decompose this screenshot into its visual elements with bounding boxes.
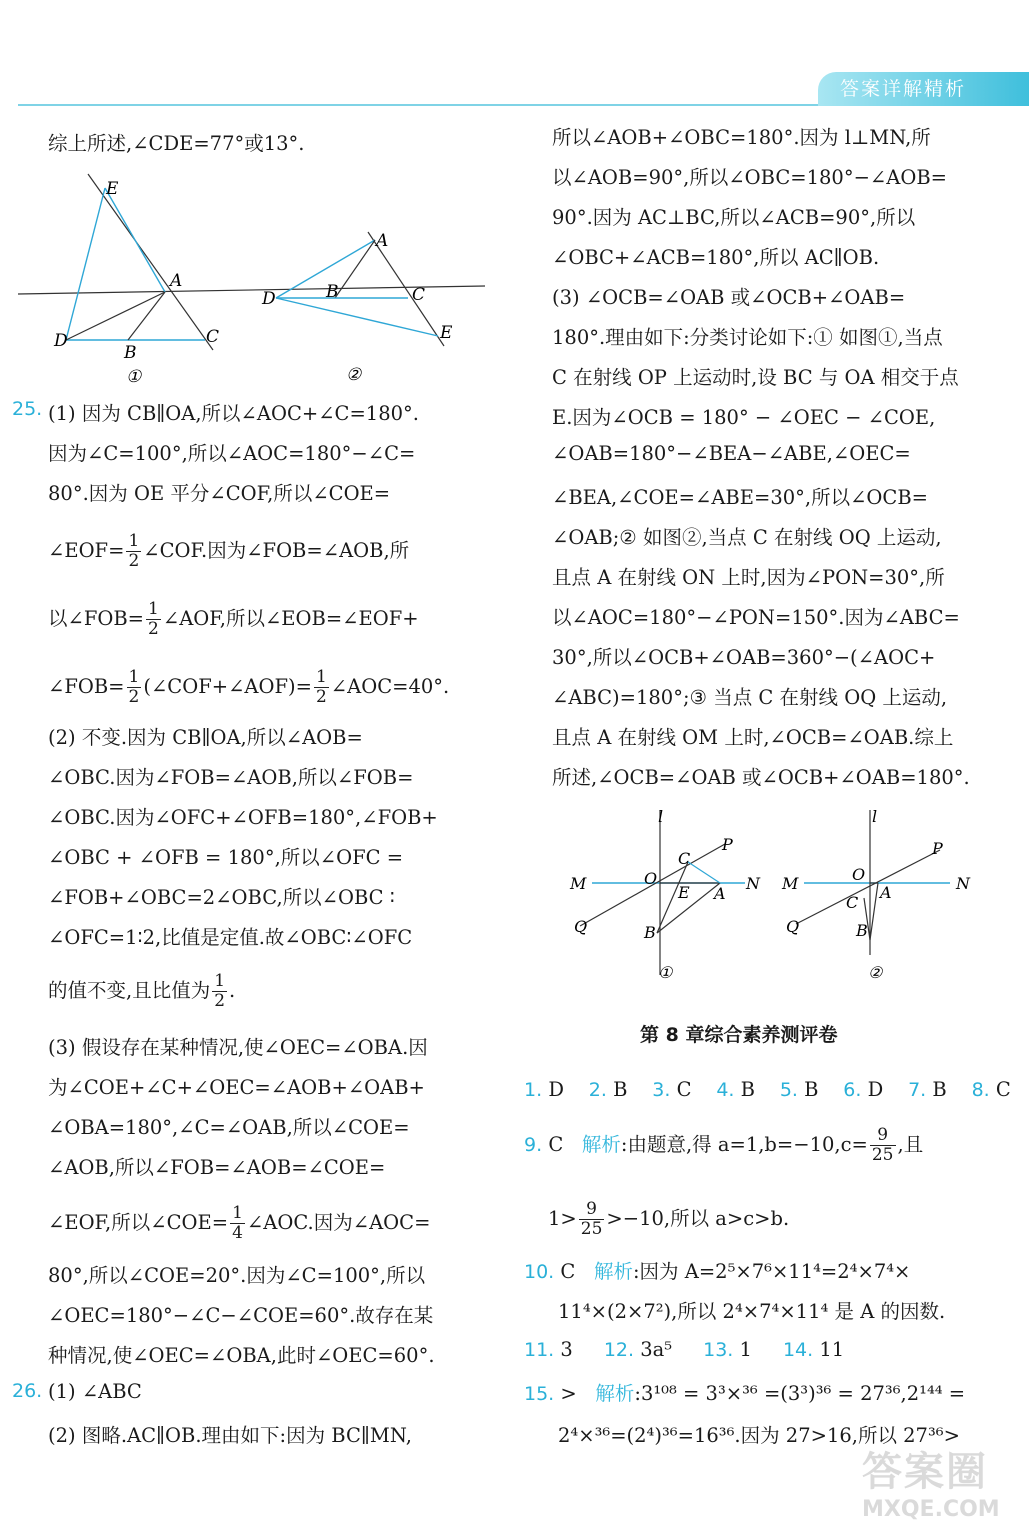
answer-item: 2. B [588, 1078, 628, 1101]
answer-item: 3. C [652, 1078, 692, 1101]
q25-part1-line4: ∠EOF= $\frac{1}{2}$ ∠COF.因为∠FOB=∠AOB,所 [48, 531, 410, 571]
q25-part3-line1: (3) 假设存在某种情况,使∠OEC=∠OBA.因 [48, 1036, 428, 1059]
fraction-one-half: $\frac{1}{2}$ [128, 667, 140, 707]
fig4-label-N: N [956, 874, 970, 893]
q25-part3-line3: ∠OBA=180°,∠C=∠OAB,所以∠COE= [48, 1116, 410, 1139]
q15-line1: 15. > 解析:3¹⁰⁸ = 3³×³⁶ =(3³)³⁶ = 27³⁶,2¹⁴⁴ = [524, 1382, 966, 1405]
fig1-label-D: D [54, 331, 68, 351]
fraction-9-25: $\frac{9}{25}$ [871, 1125, 894, 1165]
q10-line2: 11⁴×(2×7²),所以 2⁴×7⁴×11⁴ 是 A 的因数. [558, 1300, 946, 1323]
q25-part1-line6: ∠FOB= $\frac{1}{2}$ (∠COF+∠AOF)= $\frac{1}{2}$ ∠AOC=40°. [48, 667, 450, 707]
choice-answers-row [524, 1078, 1011, 1101]
fig1-label-A: A [170, 271, 183, 291]
fig2-label-C: C [412, 285, 426, 305]
right-column [500, 0, 1029, 1536]
q25-part2-line6: ∠OFC=1∶2,比值是定值.故∠OBC∶∠OFC [48, 926, 413, 949]
q26-r5: (3) ∠OCB=∠OAB 或∠OCB+∠OAB= [552, 286, 906, 309]
fraction-one-half: $\frac{1}{2}$ [148, 599, 159, 639]
q26-r14: 30°,所以∠OCB+∠OAB=360°−(∠AOC+ [552, 646, 936, 669]
fig1-label-B: B [124, 343, 137, 363]
fig4-label-A: A [880, 883, 892, 902]
fig3-label-E: E [678, 883, 690, 902]
fig3-label-A: A [714, 884, 726, 903]
q25-part1-line2: 因为∠C=100°,所以∠AOC=180°−∠C= [48, 442, 416, 465]
q26-r6: 180°.理由如下:分类讨论如下:① 如图①,当点 [552, 326, 943, 349]
fig3-label-O: O [644, 869, 658, 888]
q26-part1: (1) ∠ABC [48, 1380, 142, 1403]
q25-part2-line3: ∠OBC.因为∠OFC+∠OFB=180°,∠FOB+ [48, 806, 438, 829]
fig1-number: ① [126, 367, 142, 387]
figure-25-angles [0, 160, 500, 400]
fig3-number: ① [658, 963, 673, 982]
fig3-label-Q: Q [574, 917, 588, 936]
fraction-9-25: $\frac{9}{25}$ [580, 1199, 603, 1239]
q9-line1: 9. C 解析:由题意,得 a=1,b=−10,c= $\frac{9}{25}$ ,且 [524, 1125, 924, 1165]
answer-item: 7. B [908, 1078, 947, 1101]
fraction-one-half: $\frac{1}{2}$ [315, 667, 327, 707]
chapter-title: 第 8 章综合素养测评卷 [640, 1024, 838, 1046]
q25-part2-line5: ∠FOB+∠OBC=2∠OBC,所以∠OBC ∶ [48, 886, 395, 909]
answer-item: 5. B [779, 1078, 819, 1101]
q25-part2-line2: ∠OBC.因为∠FOB=∠AOB,所以∠FOB= [48, 766, 414, 789]
fig4-label-O: O [852, 865, 866, 884]
q25-part2-line1: (2) 不变.因为 CB∥OA,所以∠AOB= [48, 726, 363, 749]
fig4-label-M: M [782, 874, 799, 893]
fig2-number: ② [346, 365, 362, 385]
figure-26-rays [560, 800, 1029, 1000]
q26-r11: ∠OAB;② 如图②,当点 C 在射线 OQ 上运动, [552, 526, 942, 549]
fig3-label-B: B [644, 923, 656, 942]
q26-r7: C 在射线 OP 上运动时,设 BC 与 OA 相交于点 [552, 366, 959, 389]
answer-item: 6. D [843, 1078, 884, 1101]
fig2-label-B: B [326, 282, 339, 302]
fig4-label-l: l [872, 807, 878, 826]
q25-part3-line2: 为∠COE+∠C+∠OEC=∠AOB+∠OAB+ [48, 1076, 425, 1099]
q25-part3-line5: ∠EOF,所以∠COE= $\frac{1}{4}$ ∠AOC.因为∠AOC= [48, 1203, 431, 1243]
watermark-logo: 答案圈 MXQE.COM [862, 1449, 1000, 1522]
answer-item: 8. C [971, 1078, 1011, 1101]
answer-item: 1. D [524, 1078, 564, 1101]
section-tag: 答案详解精析 [818, 72, 1029, 106]
q25-part2-line4: ∠OBC + ∠OFB = 180°,所以∠OFC = [48, 846, 404, 869]
q26-r2: 以∠AOB=90°,所以∠OBC=180°−∠AOB= [552, 166, 947, 189]
fig3-label-P: P [722, 835, 733, 854]
fraction-one-half: $\frac{1}{2}$ [128, 531, 140, 571]
q25-part2-line7: 的值不变,且比值为 $\frac{1}{2}$ . [48, 971, 236, 1011]
fraction-one-half: $\frac{1}{2}$ [214, 971, 226, 1011]
conclusion-line: 综上所述,∠CDE=77°或13°. [48, 132, 305, 155]
q26-r4: ∠OBC+∠ACB=180°,所以 AC∥OB. [552, 246, 880, 269]
q26-r13: 以∠AOC=180°−∠PON=150°.因为∠ABC= [552, 606, 960, 629]
left-column [0, 0, 500, 1536]
fig3-label-C: C [678, 849, 691, 868]
q10-line1: 10. C 解析:因为 A=2⁵×7⁶×11⁴=2⁴×7⁴× [524, 1260, 911, 1283]
q25-number: 25. [12, 398, 43, 420]
fig2-label-A: A [376, 231, 389, 251]
q26-r17: 所述,∠OCB=∠OAB 或∠OCB+∠OAB=180°. [552, 766, 970, 789]
q25-part3-line8: 种情况,使∠OEC=∠OBA,此时∠OEC=60°. [48, 1344, 435, 1367]
fig4-number: ② [868, 963, 883, 982]
q25-part1-line5: 以∠FOB= $\frac{1}{2}$ ∠AOF,所以∠EOB=∠EOF+ [48, 599, 419, 639]
q26-part2-line1: (2) 图略.AC∥OB.理由如下:因为 BC∥MN, [48, 1424, 412, 1447]
fig1-label-E: E [106, 179, 119, 199]
fill-answers-row: 11. 3 12. 3a⁵ 13. 1 14. 11 [524, 1338, 845, 1361]
fig3-label-N: N [746, 874, 760, 893]
fig2-label-E: E [440, 323, 453, 343]
q25-part3-line7: ∠OEC=180°−∠C−∠COE=60°.故存在某 [48, 1304, 434, 1327]
q26-r8: E.因为∠OCB = 180° − ∠OEC − ∠COE, [552, 406, 936, 429]
q26-number: 26. [12, 1380, 43, 1402]
fig2-label-D: D [262, 289, 276, 309]
q25-part1-line3: 80°.因为 OE 平分∠COF,所以∠COE= [48, 482, 391, 505]
q26-r15: ∠ABC)=180°;③ 当点 C 在射线 OQ 上运动, [552, 686, 948, 709]
fig4-label-B: B [856, 921, 868, 940]
q15-line2: 2⁴×³⁶=(2⁴)³⁶=16³⁶.因为 27>16,所以 27³⁶> [558, 1424, 960, 1447]
fig1-label-C: C [206, 327, 220, 347]
q25-part3-line4: ∠AOB,所以∠FOB=∠AOB=∠COE= [48, 1156, 386, 1179]
fig3-label-M: M [570, 874, 587, 893]
answer-item: 4. B [716, 1078, 756, 1101]
fig3-label-l: l [658, 807, 664, 826]
q25-part1-line1: (1) 因为 CB∥OA,所以∠AOC+∠C=180°. [48, 402, 419, 425]
q9-line2: 1> $\frac{9}{25}$ >−10,所以 a>c>b. [548, 1199, 790, 1239]
q26-r1: 所以∠AOB+∠OBC=180°.因为 l⊥MN,所 [552, 126, 931, 149]
q26-r9: ∠OAB=180°−∠BEA−∠ABE,∠OEC= [552, 442, 911, 465]
q26-r3: 90°.因为 AC⊥BC,所以∠ACB=90°,所以 [552, 206, 916, 229]
fig4-label-Q: Q [786, 917, 800, 936]
q26-r10: ∠BEA,∠COE=∠ABE=30°,所以∠OCB= [552, 486, 929, 509]
fraction-one-quarter: $\frac{1}{4}$ [232, 1203, 243, 1243]
fig4-label-C: C [846, 893, 859, 912]
fig4-label-P: P [932, 839, 943, 858]
q26-r16: 且点 A 在射线 OM 上时,∠OCB=∠OAB.综上 [552, 726, 954, 749]
q25-part3-line6: 80°,所以∠COE=20°.因为∠C=100°,所以 [48, 1264, 426, 1287]
q26-r12: 且点 A 在射线 ON 上时,因为∠PON=30°,所 [552, 566, 945, 589]
